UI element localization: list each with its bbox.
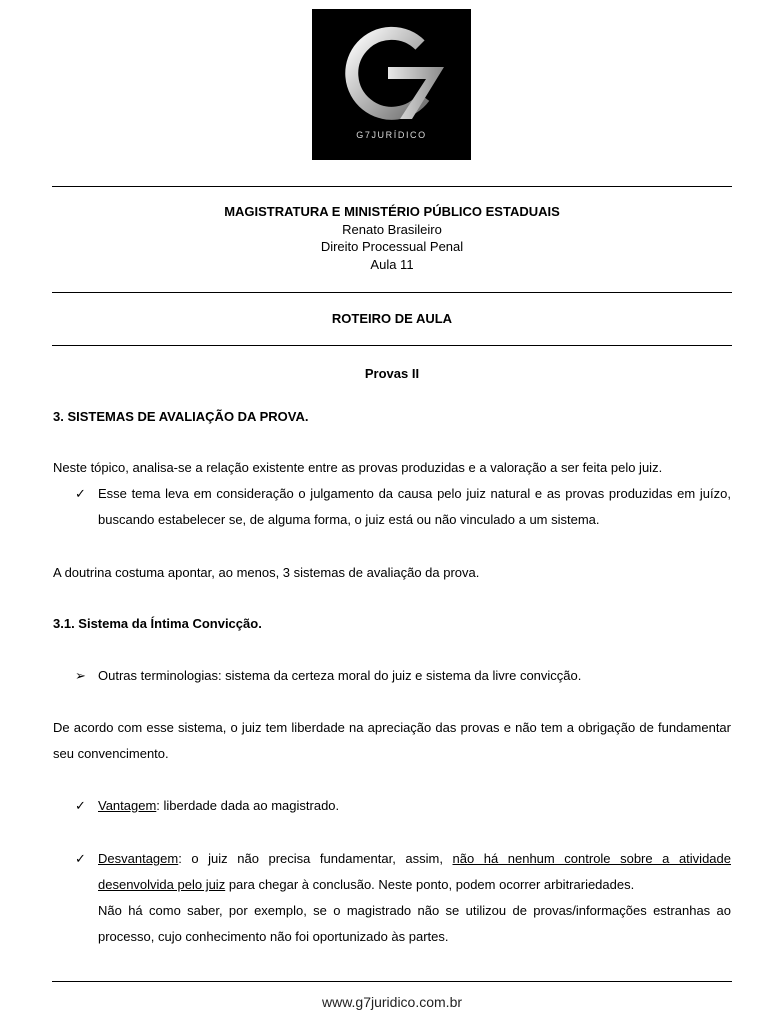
intro-paragraph: Neste tópico, analisa-se a relação existente entre as provas produzidas e a valoração a ser feita pelo juiz.: [53, 460, 663, 475]
logo-brand-text: G7JURÍDICO: [356, 130, 427, 140]
check-bullet-1: [53, 481, 731, 533]
topic-title: Provas II: [364, 366, 420, 381]
system-paragraph: De acordo com esse sistema, o juiz tem liberdade na apreciação das provas e não tem a obrigação de fundamentar seu convencimento.: [53, 720, 731, 761]
disadvantage-description-2: para chegar à conclusão. Neste ponto, podem ocorrer arbitrariedades.: [225, 877, 635, 892]
disadvantage-extra: Não há como saber, por exemplo, se o magistrado não se utilizou de provas/informações estranhas ao processo, cujo conhecimento não foi oportunizado às partes.: [98, 903, 731, 944]
divider-footer: [52, 981, 732, 982]
heading-3-1: 3.1. Sistema da Íntima Convicção.: [53, 616, 262, 631]
divider-middle: [52, 292, 732, 293]
doctrine-paragraph: A doutrina costuma apontar, ao menos, 3 sistemas de avaliação da prova.: [53, 565, 480, 580]
check-icon: ✓: [75, 486, 86, 501]
document-header: [52, 203, 732, 273]
divider-section: [52, 345, 732, 346]
check-bullet-1-text: Esse tema leva em consideração o julgamento da causa pelo juiz natural e as provas produzidas em juízo, buscando estabelecer se, de alguma forma, o juiz está ou não vinculado a um sistema.: [98, 486, 731, 527]
arrow-bullet-icon: ➢: [75, 668, 86, 683]
disadvantage-bullet: [53, 846, 731, 950]
teacher-name: Renato Brasileiro: [342, 221, 442, 237]
advantage-bullet: [53, 793, 731, 819]
subject-name: Direito Processual Penal: [320, 239, 464, 254]
advantage-text: [98, 793, 731, 819]
section-title: ROTEIRO DE AULA: [331, 311, 453, 326]
course-title: MAGISTRATURA E MINISTÉRIO PÚBLICO ESTADUAIS: [224, 204, 560, 219]
footer-url[interactable]: www.g7juridico.com.br: [321, 994, 463, 1010]
advantage-label: Vantagem: [98, 798, 157, 813]
disadvantage-label: Desvantagem: [98, 851, 179, 866]
arrow-bullet-1-text: Outras terminologias: sistema da certeza moral do juiz e sistema da livre convicção.: [98, 668, 582, 683]
check-icon: ✓: [75, 851, 86, 866]
divider-top: [52, 186, 732, 187]
check-icon: ✓: [75, 798, 86, 813]
disadvantage-underlined: não há nenhum controle sobre a atividade desenvolvida pelo juiz: [98, 851, 731, 892]
disadvantage-description-1: : o juiz não precisa fundamentar, assim,: [178, 851, 453, 866]
heading-3: 3. SISTEMAS DE AVALIAÇÃO DA PROVA.: [53, 409, 309, 424]
advantage-description: : liberdade dada ao magistrado.: [156, 798, 340, 813]
lesson-number: Aula 11: [370, 256, 414, 272]
g7-logo: [312, 9, 471, 160]
arrow-bullet-1: [53, 663, 731, 689]
disadvantage-text: [98, 846, 731, 898]
